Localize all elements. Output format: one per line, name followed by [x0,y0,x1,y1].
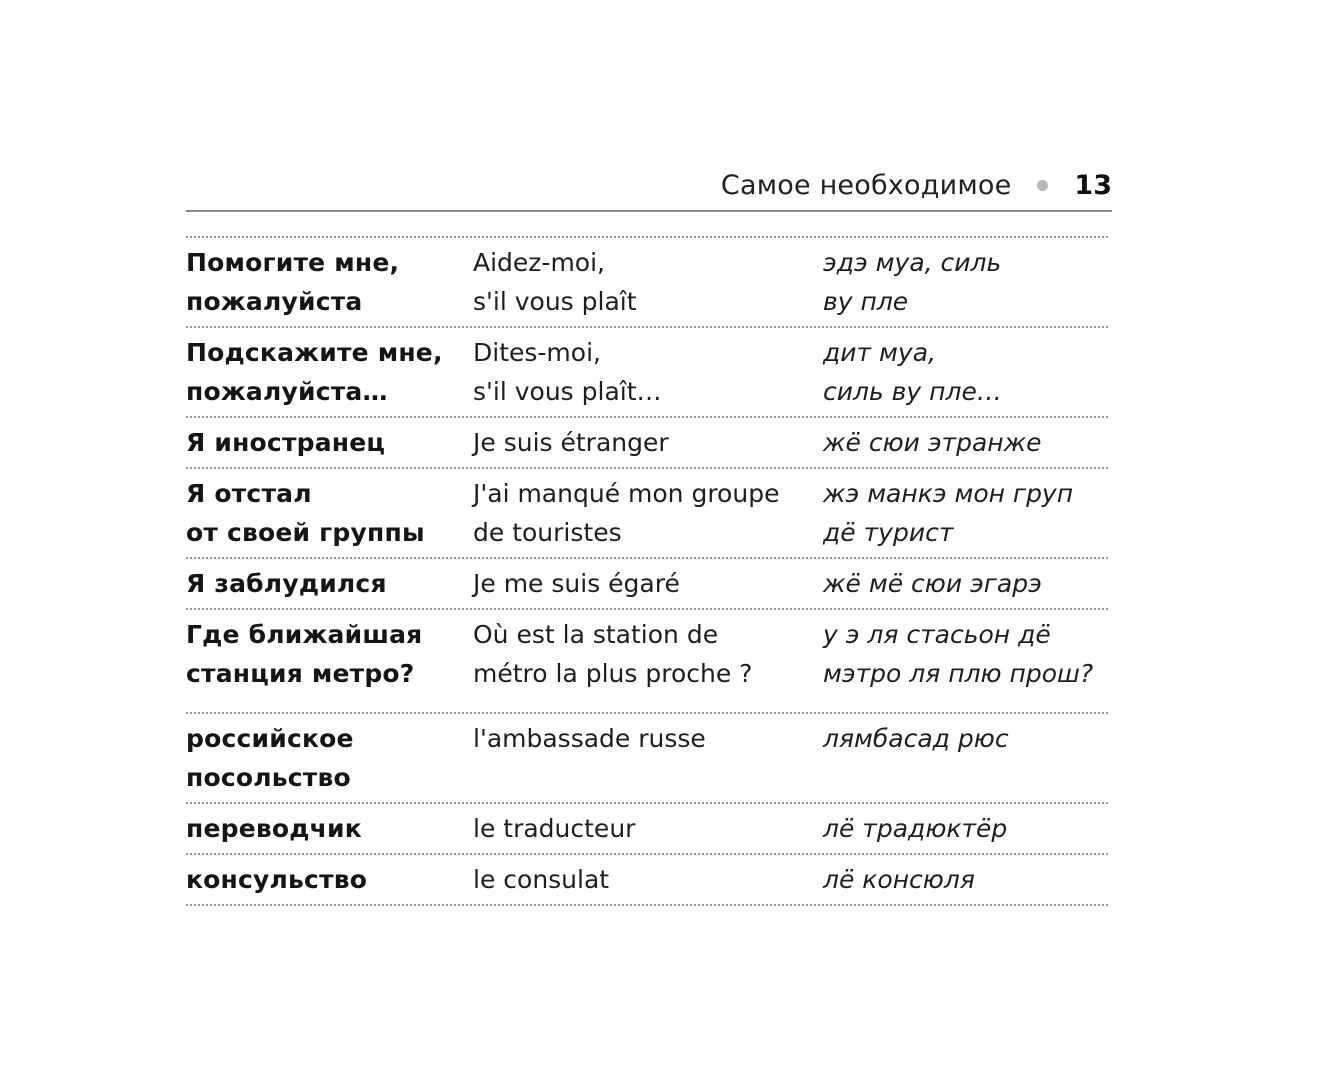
phrase-table [186,236,1108,906]
transcription: жэ манкэ мон груп дё турист [823,479,1074,547]
russian-phrase: российское посольство [186,724,354,792]
french-phrase: Aidez-moi, s'il vous plaît [473,248,637,316]
page-header [186,160,1112,212]
russian-phrase: Я иностранец [186,428,386,457]
bullet-dot-icon [1037,180,1048,191]
transcription: лё традюктёр [823,814,1008,843]
transcription: жё сюи этранже [823,428,1042,457]
french-phrase: J'ai manqué mon groupe de touristes [473,479,780,547]
french-phrase: Dites-moi, s'il vous plaît… [473,338,662,406]
phrase-row [186,802,1108,853]
phrase-row [186,467,1108,557]
phrase-row [186,608,1108,698]
french-phrase: le consulat [473,865,610,894]
french-phrase: Je me suis égaré [473,569,680,598]
phrase-row [186,236,1108,326]
transcription: лё консюля [823,865,975,894]
transcription: эдэ муа, силь ву пле [823,248,1002,316]
transcription: лямбасад рюс [823,724,1009,753]
french-phrase: Je suis étranger [473,428,669,457]
french-phrase: le traducteur [473,814,636,843]
russian-phrase: Помогите мне, пожалуйста [186,248,400,316]
russian-phrase: Я отстал от своей группы [186,479,425,547]
phrase-row [186,416,1108,467]
phrase-row [186,712,1108,802]
russian-phrase: консульство [186,865,368,894]
transcription: дит муа, силь ву пле… [823,338,1002,406]
phrase-row [186,557,1108,608]
transcription: у э ля стасьон дё мэтро ля плю прош? [823,620,1094,688]
russian-phrase: Подскажите мне, пожалуйста… [186,338,443,406]
page-number: 13 [1074,170,1112,201]
russian-phrase: Я заблудился [186,569,387,598]
phrase-row [186,853,1108,906]
french-phrase: l'ambassade russe [473,724,706,753]
russian-phrase: переводчик [186,814,362,843]
section-title: Самое необходимое [720,170,1012,201]
running-head [721,170,1112,201]
transcription: жё мё сюи эгарэ [823,569,1042,598]
phrase-row [186,326,1108,416]
russian-phrase: Где ближайшая станция метро? [186,620,423,688]
french-phrase: Où est la station de métro la plus proche ? [473,620,753,688]
